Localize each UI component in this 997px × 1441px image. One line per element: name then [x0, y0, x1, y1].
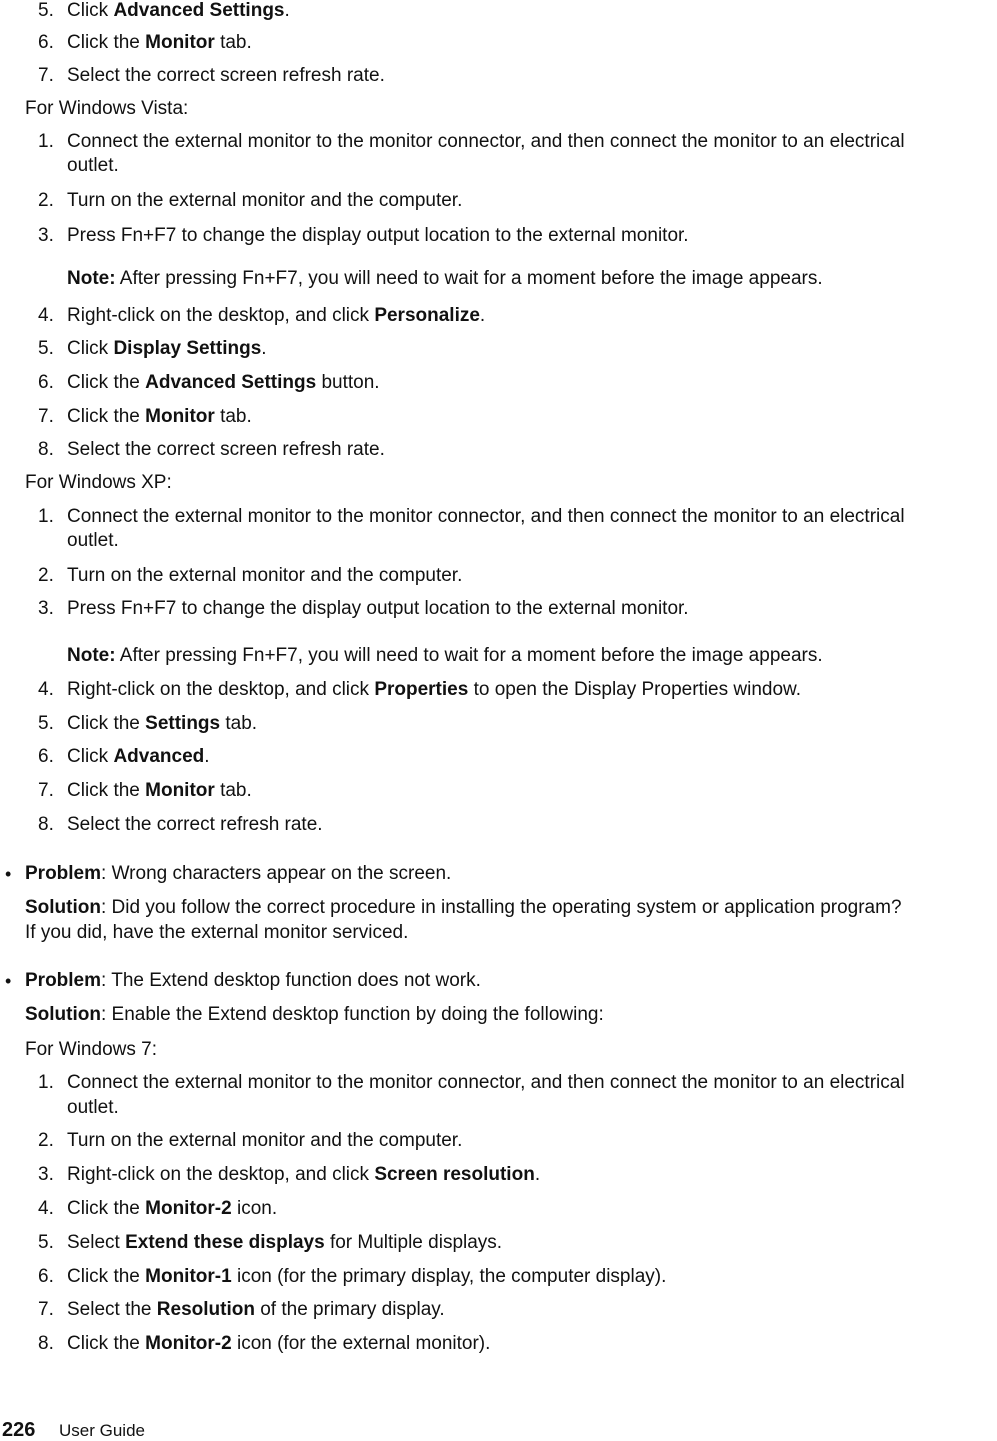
step-number: 6. — [38, 1266, 54, 1287]
step-number: 2. — [38, 565, 54, 586]
step-number: 5. — [38, 713, 54, 734]
problem-label: Problem — [25, 863, 102, 884]
text-run: Connect the external monitor to the monitor connector, and then connect the monitor to an electrical — [67, 1072, 905, 1093]
step-number: 6. — [38, 372, 54, 393]
section-heading-xp: For Windows XP: — [25, 472, 172, 493]
text-run: . — [204, 746, 210, 767]
text-run: icon. — [231, 1198, 278, 1219]
note-text — [67, 268, 823, 290]
solution-label: Solution — [25, 1004, 101, 1025]
text-run: . — [534, 1164, 541, 1185]
step-number: 5. — [38, 0, 54, 21]
step-number: 3. — [38, 598, 54, 619]
solution-text — [25, 1004, 604, 1026]
ui-term: Note: — [67, 645, 116, 666]
step-text — [67, 406, 252, 428]
step-number: 1. — [38, 506, 54, 527]
text-run: . — [284, 0, 290, 21]
text-run: Turn on the external monitor and the computer. — [67, 1130, 463, 1151]
bullet-icon: • — [5, 864, 12, 884]
text-run: of the primary display. — [254, 1299, 445, 1320]
text-run: Select — [67, 1232, 126, 1253]
solution-text-continued: If you did, have the external monitor serviced. — [25, 922, 409, 943]
problem-text — [25, 970, 481, 992]
text-run: Select the — [67, 1299, 157, 1320]
step-text-continued: outlet. — [67, 155, 119, 176]
text-run: Press Fn+F7 to change the display output location to the external monitor. — [67, 598, 689, 619]
text-run: icon (for the external monitor). — [231, 1333, 491, 1354]
text-run: Select the correct screen refresh rate. — [67, 65, 385, 86]
step-number: 1. — [38, 131, 54, 152]
step-text — [67, 746, 210, 768]
text-run: to open the Display Properties window. — [468, 679, 801, 700]
ui-term: Advanced Settings — [145, 372, 317, 393]
step-text — [67, 1299, 445, 1321]
step-text-continued: outlet. — [67, 530, 119, 551]
problem-text — [25, 863, 451, 885]
step-number: 3. — [38, 1164, 54, 1185]
text-run: Click the — [67, 1333, 146, 1354]
ui-term: Monitor — [145, 32, 215, 53]
step-number: 7. — [38, 406, 54, 427]
text-run: After pressing Fn+F7, you will need to wait for a moment before the image appears. — [115, 645, 823, 666]
text-run: Press Fn+F7 to change the display output location to the external monitor. — [67, 225, 689, 246]
step-text — [67, 814, 323, 836]
step-text — [67, 1164, 540, 1186]
step-text — [67, 131, 905, 153]
step-number: 7. — [38, 780, 54, 801]
ui-term: Properties — [374, 679, 469, 700]
text-run: Click the — [67, 372, 146, 393]
step-text — [67, 1232, 502, 1254]
text-run: Connect the external monitor to the monitor connector, and then connect the monitor to an electrical — [67, 131, 905, 152]
solution-description: : Enable the Extend desktop function by doing the following: — [100, 1004, 604, 1025]
text-run: tab. — [214, 32, 252, 53]
step-text — [67, 305, 485, 327]
step-text — [67, 1072, 905, 1094]
ui-term: Display Settings — [113, 338, 262, 359]
step-text — [67, 439, 385, 461]
solution-label: Solution — [25, 897, 101, 918]
step-text — [67, 0, 290, 22]
solution-text — [25, 897, 902, 919]
step-number: 5. — [38, 338, 54, 359]
ui-term: Advanced Settings — [113, 0, 285, 21]
text-run: Click the — [67, 780, 146, 801]
step-text — [67, 1130, 462, 1152]
text-run: Right-click on the desktop, and click — [67, 679, 375, 700]
ui-term: Screen resolution — [374, 1164, 535, 1185]
text-run: Click the — [67, 1198, 146, 1219]
text-run: tab. — [214, 406, 252, 427]
bullet-icon: • — [5, 971, 12, 991]
step-text — [67, 372, 380, 394]
step-number: 2. — [38, 1130, 54, 1151]
step-number: 2. — [38, 190, 54, 211]
step-text — [67, 338, 267, 360]
step-text — [67, 1333, 490, 1355]
step-number: 8. — [38, 814, 54, 835]
text-run: After pressing Fn+F7, you will need to wait for a moment before the image appears. — [115, 268, 823, 289]
step-text — [67, 780, 252, 802]
step-number: 6. — [38, 746, 54, 767]
text-run: button. — [316, 372, 380, 393]
step-number: 3. — [38, 225, 54, 246]
text-run: Click — [67, 0, 114, 21]
text-run: Turn on the external monitor and the computer. — [67, 565, 463, 586]
ui-term: Monitor-1 — [145, 1266, 232, 1287]
text-run: Connect the external monitor to the monitor connector, and then connect the monitor to an electrical — [67, 506, 905, 527]
step-text — [67, 225, 689, 247]
text-run: tab. — [220, 713, 258, 734]
ui-term: Note: — [67, 268, 116, 289]
step-number: 4. — [38, 679, 54, 700]
text-run: tab. — [214, 780, 252, 801]
step-number: 5. — [38, 1232, 54, 1253]
step-number: 4. — [38, 1198, 54, 1219]
step-number: 6. — [38, 32, 54, 53]
step-number: 8. — [38, 439, 54, 460]
step-number: 7. — [38, 65, 54, 86]
note-text — [67, 645, 823, 667]
text-run: Click — [67, 338, 114, 359]
text-run: Right-click on the desktop, and click — [67, 305, 375, 326]
step-text — [67, 506, 905, 528]
step-text — [67, 1198, 277, 1220]
step-number: 4. — [38, 305, 54, 326]
step-text — [67, 565, 462, 587]
ui-term: Monitor-2 — [145, 1333, 232, 1354]
section-heading-vista: For Windows Vista: — [25, 98, 189, 119]
ui-term: Personalize — [374, 305, 480, 326]
text-run: for Multiple displays. — [324, 1232, 503, 1253]
section-heading-win7: For Windows 7: — [25, 1039, 157, 1060]
text-run: Click the — [67, 406, 146, 427]
step-number: 8. — [38, 1333, 54, 1354]
ui-term: Monitor-2 — [145, 1198, 232, 1219]
step-text — [67, 32, 252, 54]
text-run: Click the — [67, 713, 146, 734]
text-run: Click the — [67, 32, 146, 53]
step-number: 1. — [38, 1072, 54, 1093]
step-text-continued: outlet. — [67, 1097, 119, 1118]
text-run: . — [261, 338, 267, 359]
step-text — [67, 190, 462, 212]
ui-term: Resolution — [156, 1299, 255, 1320]
step-text — [67, 713, 257, 735]
step-text — [67, 65, 385, 87]
text-run: icon (for the primary display, the computer display). — [231, 1266, 667, 1287]
text-run: Turn on the external monitor and the computer. — [67, 190, 463, 211]
ui-term: Monitor — [145, 406, 215, 427]
footer-title: User Guide — [59, 1421, 145, 1440]
step-text — [67, 679, 801, 701]
text-run: . — [479, 305, 486, 326]
problem-description: : The Extend desktop function does not work. — [101, 970, 481, 991]
text-run: Select the correct refresh rate. — [67, 814, 323, 835]
text-run: Select the correct screen refresh rate. — [67, 439, 385, 460]
ui-term: Monitor — [145, 780, 215, 801]
text-run: Click the — [67, 1266, 146, 1287]
step-number: 7. — [38, 1299, 54, 1320]
ui-term: Settings — [145, 713, 221, 734]
problem-description: : Wrong characters appear on the screen. — [101, 863, 452, 884]
text-run: Click — [67, 746, 114, 767]
ui-term: Advanced — [113, 746, 205, 767]
ui-term: Extend these displays — [125, 1232, 325, 1253]
text-run: Right-click on the desktop, and click — [67, 1164, 375, 1185]
problem-label: Problem — [25, 970, 102, 991]
page-number: 226 — [2, 1419, 36, 1441]
solution-description: : Did you follow the correct procedure in installing the operating system or application program? — [100, 897, 902, 918]
step-text — [67, 1266, 666, 1288]
step-text — [67, 598, 689, 620]
